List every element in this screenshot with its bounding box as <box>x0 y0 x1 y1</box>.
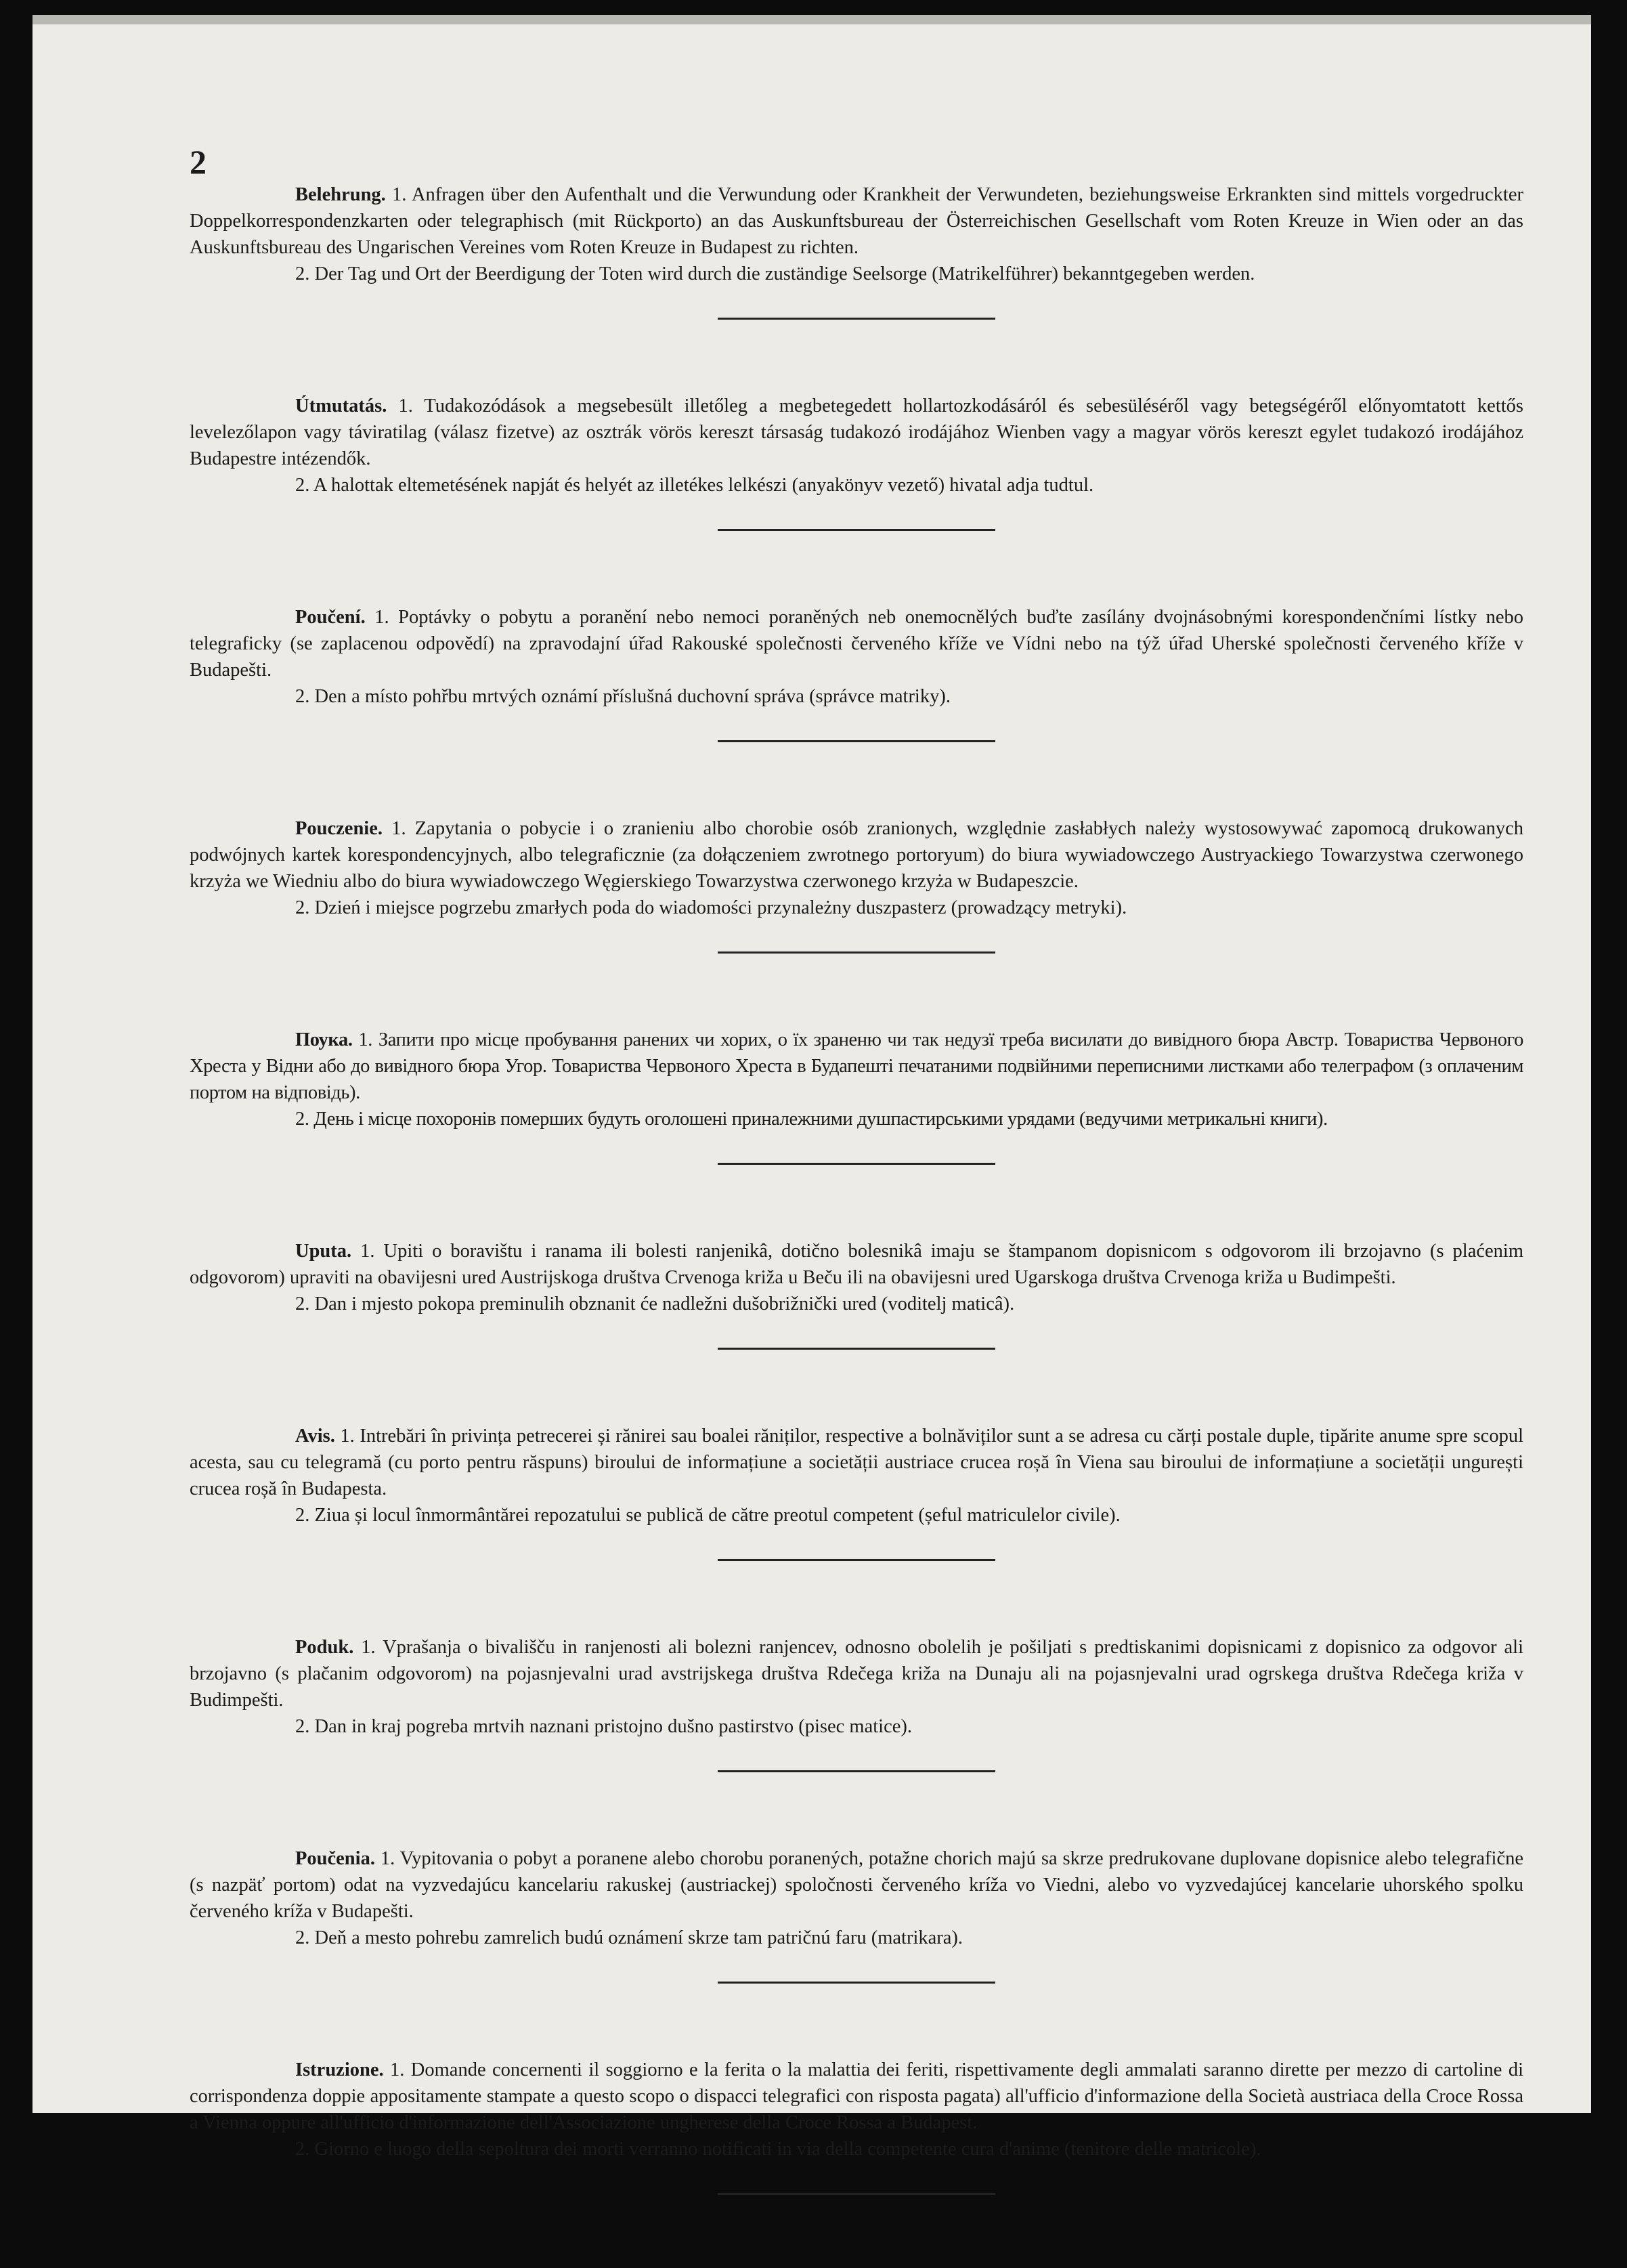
instruction-paragraph-2: 2. Dzień i miejsce pogrzebu zmarłych poda do wiadomości przynależny duszpasterz (prowadzący metryki). <box>295 897 1127 918</box>
instruction-paragraph-2: 2. Giorno e luogo della sepoltura dei morti verranno notificati in via della competente cura d'anime (tenitore delle matricole). <box>295 2139 1261 2160</box>
instruction-text: 1. Domande concernenti il soggiorno e la ferita o la malattia dei feriti, rispettivamente degli ammalati saranno dirette per mezzo di cartoline di corrispondenza doppie appositamente stampate a questo scopo o dispacci telegrafici con risposta pagata) all'ufficio d'informazione della Società austriaca della Croce Rossa a Vienna oppure all'ufficio d'informazione dell'Associazione ungherese della Croce Rossa a Budapest. <box>190 2059 1524 2133</box>
instruction-heading: Poduk. <box>295 1637 354 1658</box>
instruction-text: 1. Upiti o boravištu i ranama ili bolesti ranjenikâ, dotično bolesnikâ imaju se štampanom dopisnicom s odgovorom ili brzojavno (s plaćenim odgovorom) upraviti na obavijesni ured Austrijskoga društva Crvenoga križa u Beču ili na obavijesni ured Ugarskoga društva Crvenoga križa u Budimpešti. <box>190 1241 1524 1288</box>
instruction-paragraph-2: 2. Den a místo pohřbu mrtvých oznámí příslušná duchovní správa (správce matriky). <box>295 686 951 707</box>
instruction-heading: Avis. <box>295 1426 335 1447</box>
instruction-paragraph-1 <box>190 1027 1523 1106</box>
instruction-paragraph-1 <box>190 1423 1523 1502</box>
instruction-list <box>190 181 1523 2268</box>
instruction-text: 1. Intrebări în privința petrecerei și rănirei sau boalei răniților, respective a bolnăviților sunt a se adresa cu cărți postale duple, tipărite anume spre scopul acesta, sau cu telegramă (cu porto pentru răspuns) biroului de informațiune a societății austriace crucea roșă în Viena sau biroului de informațiune a societății ungurești crucea roșă în Budapesta. <box>190 1426 1523 1499</box>
instruction-ukrainian <box>190 1027 1523 1132</box>
section-divider <box>718 529 995 531</box>
instruction-heading: Útmutatás. <box>295 395 387 416</box>
instruction-paragraph-2: 2. Dan in kraj pogreba mrtvih naznani pristojno dušno pastirstvo (pisec matice). <box>295 1716 912 1737</box>
instruction-polish <box>190 815 1523 921</box>
instruction-paragraph-1 <box>190 604 1523 683</box>
instruction-paragraph-2: 2. Deň a mesto pohrebu zamrelich budú oznámení skrze tam patričnú faru (matrikara). <box>295 1927 963 1948</box>
instruction-text: 1. Poptávky o pobytu a poranění nebo nemoci poraněných neb onemocnělých buďte zasílány dvojnásobnými korespondenčními lístky nebo telegraficky (se zaplacenou odpovědí) na zpravodajní úřad Rakouské společnosti červeného kříže ve Vídni nebo na týž úřad Uherské společnosti červeného kříže v Budapešti. <box>190 607 1523 681</box>
instruction-paragraph-1 <box>190 1845 1523 1925</box>
instruction-paragraph-2: 2. Dan i mjesto pokopa preminulih obznanit će nadležni dušobrižnički ured (voditelj maticâ). <box>295 1293 1015 1314</box>
instruction-heading: Poučenia. <box>295 1848 375 1869</box>
section-divider <box>718 318 995 320</box>
instruction-heading: Belehrung. <box>295 184 386 205</box>
instruction-german <box>190 181 1523 287</box>
instruction-text: 1. Vprašanja o bivališču in ranjenosti ali bolezni ranjencev, odnosno obolelih je pošiljati s predtiskanimi dopisnicami z dopisnico za odgovor ali brzojavno (s plačanim odgovorom) na pojasnjevalni urad avstrijskega društva Rdečega križa na Dunaju ali na pojasnjevalni urad ogrskega društva Rdečega križa v Budimpešti. <box>190 1637 1524 1711</box>
section-divider <box>718 1348 995 1350</box>
instruction-text: 1. Anfragen über den Aufenthalt und die Verwundung oder Krankheit der Verwundeten, beziehungsweise Erkrankten sind mittels vorgedruckter Doppelkorrespondenzkarten oder telegraphisch (mit Rückporto) an das Auskunftsbureau der Österreichischen Gesellschaft vom Roten Kreuze in Wien oder an das Auskunftsbureau des Ungarischen Vereines vom Roten Kreuze in Budapest zu richten. <box>190 184 1523 258</box>
section-divider <box>718 2193 995 2195</box>
instruction-heading: Pouczenie. <box>295 818 383 839</box>
instruction-paragraph-1 <box>190 1634 1523 1713</box>
instruction-heading: Поука. <box>295 1029 353 1050</box>
document-page <box>32 15 1591 2160</box>
instruction-croatian <box>190 1238 1523 1317</box>
instruction-paragraph-2: 2. A halottak eltemetésének napját és helyét az illetékes lelkészi (anyakönyv vezető) hivatal adja tudtul. <box>295 475 1094 496</box>
instruction-text: 1. Запити про місце пробування ранених чи хорих, о їх зраненю чи так недузї треба висилати до вивідного бюра Австр. Товариства Червоного Хреста у Відни або до вивідного бюра Угор. Товариства Червоного Хреста в Будапешті печатаними подвійними переписними листками або телеграфом (з оплаченим портом на відповідь). <box>190 1029 1523 1103</box>
instruction-heading: Uputa. <box>295 1241 352 1262</box>
instruction-heading: Poučení. <box>295 607 366 628</box>
instruction-heading: Istruzione. <box>295 2059 384 2080</box>
instruction-paragraph-1 <box>190 393 1523 472</box>
section-divider <box>718 1163 995 1165</box>
instruction-hungarian <box>190 393 1523 498</box>
instruction-text: 1. Zapytania o pobycie i o zranieniu albo chorobie osób zranionych, względnie zasłabłych należy wystosowywać zapomocą drukowanych podwójnych kartek korespondencyjnych, albo telegraficznie (za dołączeniem zwrotnego portoryum) do biura wywiadowczego Austryackiego Towarzystwa czerwonego krzyża we Wiedniu albo do biura wywiadowczego Węgierskiego Towarzystwa czerwonego krzyża w Budapeszcie. <box>190 818 1523 892</box>
page-number: 2 <box>190 143 207 181</box>
instruction-paragraph-1 <box>190 181 1523 261</box>
section-divider <box>718 740 995 742</box>
instruction-italian <box>190 2057 1523 2162</box>
instruction-paragraph-2: 2. День і місце похоронів померших будуть оголошені приналежними душпастирськими урядами (ведучими метрикальні книги). <box>295 1109 1328 1130</box>
instruction-czech <box>190 604 1523 710</box>
instruction-paragraph-1 <box>190 2057 1523 2136</box>
section-divider <box>718 1770 995 1772</box>
instruction-paragraph-2: 2. Der Tag und Ort der Beerdigung der Toten wird durch die zuständige Seelsorge (Matrikelführer) bekanntgegeben werden. <box>295 263 1255 284</box>
section-divider <box>718 1559 995 1561</box>
instruction-text: 1. Vypitovania o pobyt a poranene alebo chorobu poranených, potažne chorich majú sa skrze predrukovane duplovane dopisnice alebo telegrafične (s nazpäť portom) odat na vyzvedajúcu kancelariu rakuskej (austriackej) spoločnosti červeného kríža vo Viedni, alebo vo vyzvedajúcej kancelarie uhorského spolku červeného kríža v Budapešti. <box>190 1848 1524 1922</box>
instruction-slovak <box>190 1845 1523 1951</box>
instruction-paragraph-1 <box>190 815 1523 895</box>
instruction-paragraph-1 <box>190 1238 1523 1291</box>
instruction-paragraph-2: 2. Ziua și locul înmormântărei repozatului se publică de către preotul competent (șeful matriculelor civile). <box>295 1505 1121 1526</box>
instruction-text: 1. Tudakozódások a megsebesült illetőleg a megbetegedett hollartozkodásáról és sebesüléséről vagy betegségéről előnyomtatott kettős levelezőlapon vagy táviratilag (válasz fizetve) az osztrák vörös kereszt társaság tudakozó irodájához Wienben vagy a magyar vörös kereszt egylet tudakozó irodájához Budapestre intézendők. <box>190 395 1524 469</box>
instruction-slovenian <box>190 1634 1523 1740</box>
section-divider <box>718 951 995 954</box>
instruction-romanian <box>190 1423 1523 1528</box>
section-divider <box>718 1982 995 1984</box>
